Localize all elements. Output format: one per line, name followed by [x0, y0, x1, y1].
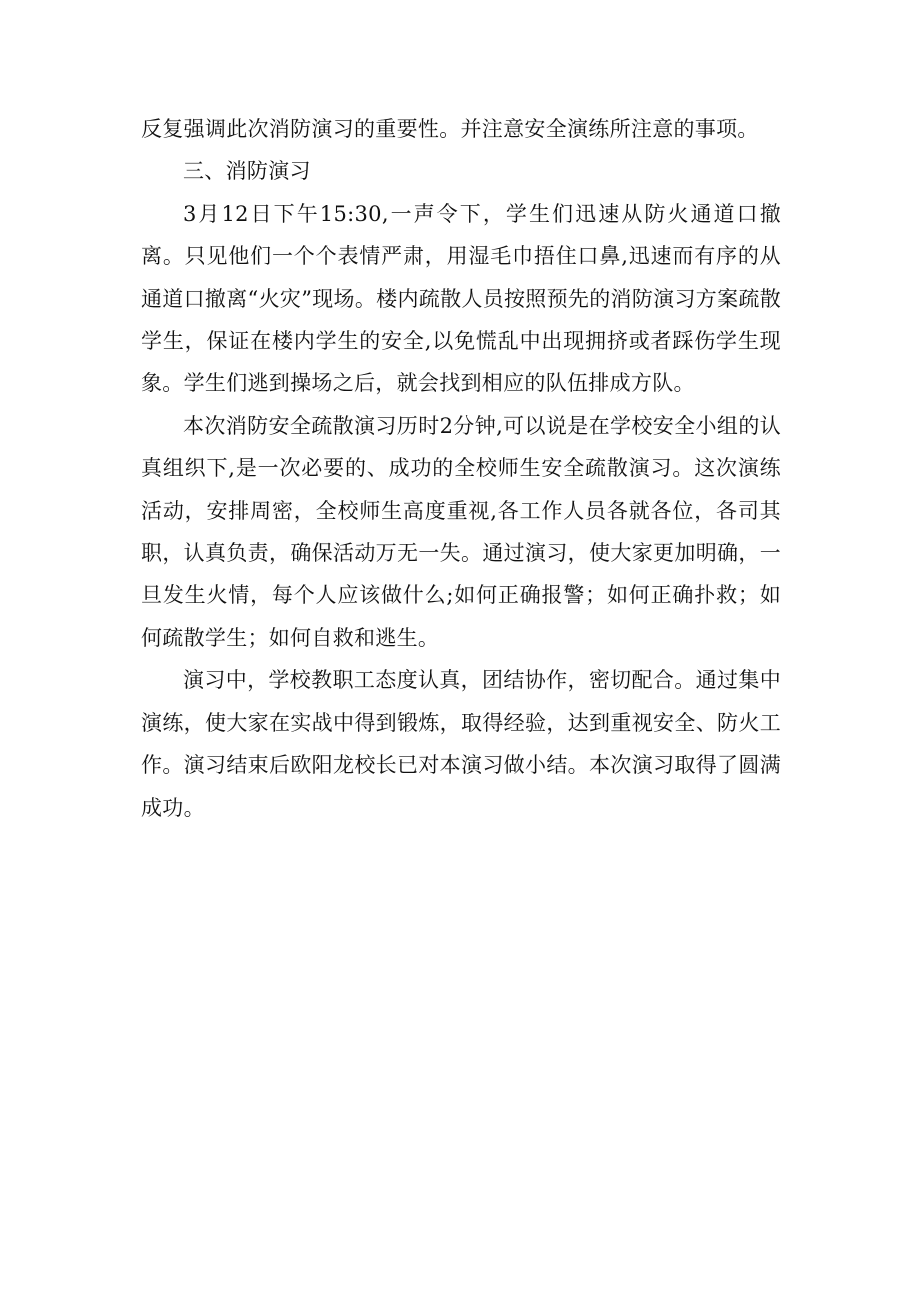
paragraph-continuation: 反复强调此次消防演习的重要性。并注意安全演练所注意的事项。: [141, 117, 759, 141]
paragraph-drill-conclusion: 演习中，学校教职工态度认真，团结协作，密切配合。通过集中演练，使大家在实战中得到锻炼，取得经验，达到重视安全、防火工作。演习结束后欧阳龙校长已对本演习做小结。本次演习取得了圆满成功。: [141, 668, 781, 820]
document-body: [141, 108, 781, 829]
section-heading-fire-drill: 三、消防演习: [183, 159, 311, 184]
paragraph-drill-summary: 本次消防安全疏散演习历时2分钟,可以说是在学校安全小组的认真组织下,是一次必要的、成功的全校师生安全疏散演习。这次演练活动，安排周密，全校师生高度重视,各工作人员各就各位，各司其职，认真负责，确保活动万无一失。通过演习，使大家更加明确，一旦发生火情，每个人应该做什么;如何正确报警；如何正确扑救；如何疏散学生；如何自救和逃生。: [141, 413, 781, 650]
paragraph-drill-evacuation: 3月12日下午15:30,一声令下，学生们迅速从防火通道口撤离。只见他们一个个表情严肃，用湿毛巾捂住口鼻,迅速而有序的从通道口撤离“火灾”现场。楼内疏散人员按照预先的消防演习方案疏散学生，保证在楼内学生的安全,以免慌乱中出现拥挤或者踩伤学生现象。学生们逃到操场之后，就会找到相应的队伍排成方队。: [141, 201, 781, 396]
